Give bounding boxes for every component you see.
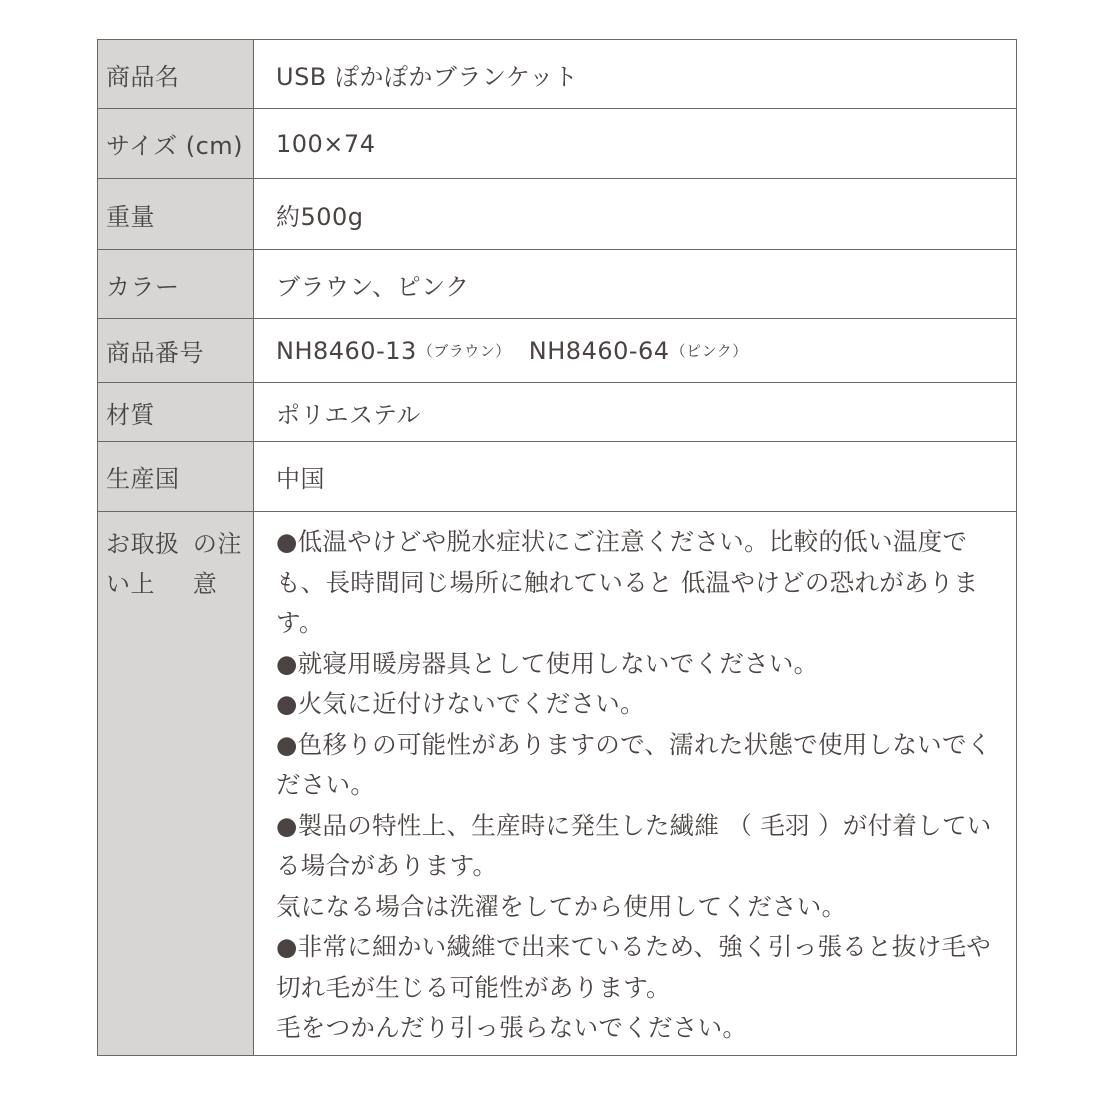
label-handling-line1: お取扱い上: [106, 530, 180, 598]
product-code-pink: NH8460-64: [528, 336, 670, 365]
row-product-number: [98, 319, 1016, 383]
label-color: カラー: [98, 250, 254, 318]
row-country: [98, 442, 1016, 512]
value-material: ポリエステル: [276, 400, 421, 429]
row-size: [98, 109, 1016, 179]
label-handling-line2: の注意: [192, 530, 242, 598]
note-item: ●非常に細かい繊維で出来ているため、強く引っ張ると抜け毛や切れ毛が生じる可能性があります。: [276, 932, 992, 1002]
note-item: 気になる場合は洗濯をしてから使用してください。: [276, 891, 847, 921]
value-product-name: USB ぽかぽかブランケット: [276, 62, 579, 91]
row-handling-notes: [98, 512, 1016, 1055]
row-material: [98, 383, 1016, 442]
notes-list: [276, 522, 1004, 1049]
label-country: 生産国: [98, 442, 254, 511]
label-size: サイズ (cm): [98, 109, 254, 178]
value-weight: 約500g: [276, 202, 364, 231]
note-item: ●低温やけどや脱水症状にご注意ください。比較的低い温度でも、長時間同じ場所に触れていると 低温やけどの恐れがあります。: [276, 527, 979, 637]
value-size: 100×74: [276, 129, 376, 158]
spec-table: [97, 39, 1017, 1056]
note-item: ●色移りの可能性がありますので、濡れた状態で使用しないでください。: [276, 729, 992, 799]
label-product-name: 商品名: [98, 40, 254, 108]
value-color: ブラウン、ピンク: [276, 272, 470, 301]
value-handling-notes: [254, 512, 1016, 1055]
label-handling-notes: [98, 512, 254, 1055]
label-product-number: 商品番号: [98, 319, 254, 382]
product-code-brown: NH8460-13: [276, 336, 417, 365]
label-material: 材質: [98, 383, 254, 441]
product-code-pink-note: （ピンク）: [670, 342, 748, 360]
label-weight: 重量: [98, 179, 254, 249]
row-product-name: [98, 40, 1016, 109]
note-item: ●火気に近付けないでください。: [276, 689, 645, 718]
product-code-brown-note: （ブラウン）: [417, 342, 511, 360]
row-weight: [98, 179, 1016, 250]
row-color: [98, 250, 1016, 319]
note-item: ●製品の特性上、生産時に発生した繊維 （ 毛羽 ）が付着している場合があります。: [276, 810, 992, 880]
value-product-number: [254, 319, 1016, 382]
note-item: 毛をつかんだり引っ張らないでください。: [276, 1013, 748, 1042]
note-item: ●就寝用暖房器具として使用しないでください。: [276, 648, 819, 678]
value-country: 中国: [276, 465, 325, 493]
